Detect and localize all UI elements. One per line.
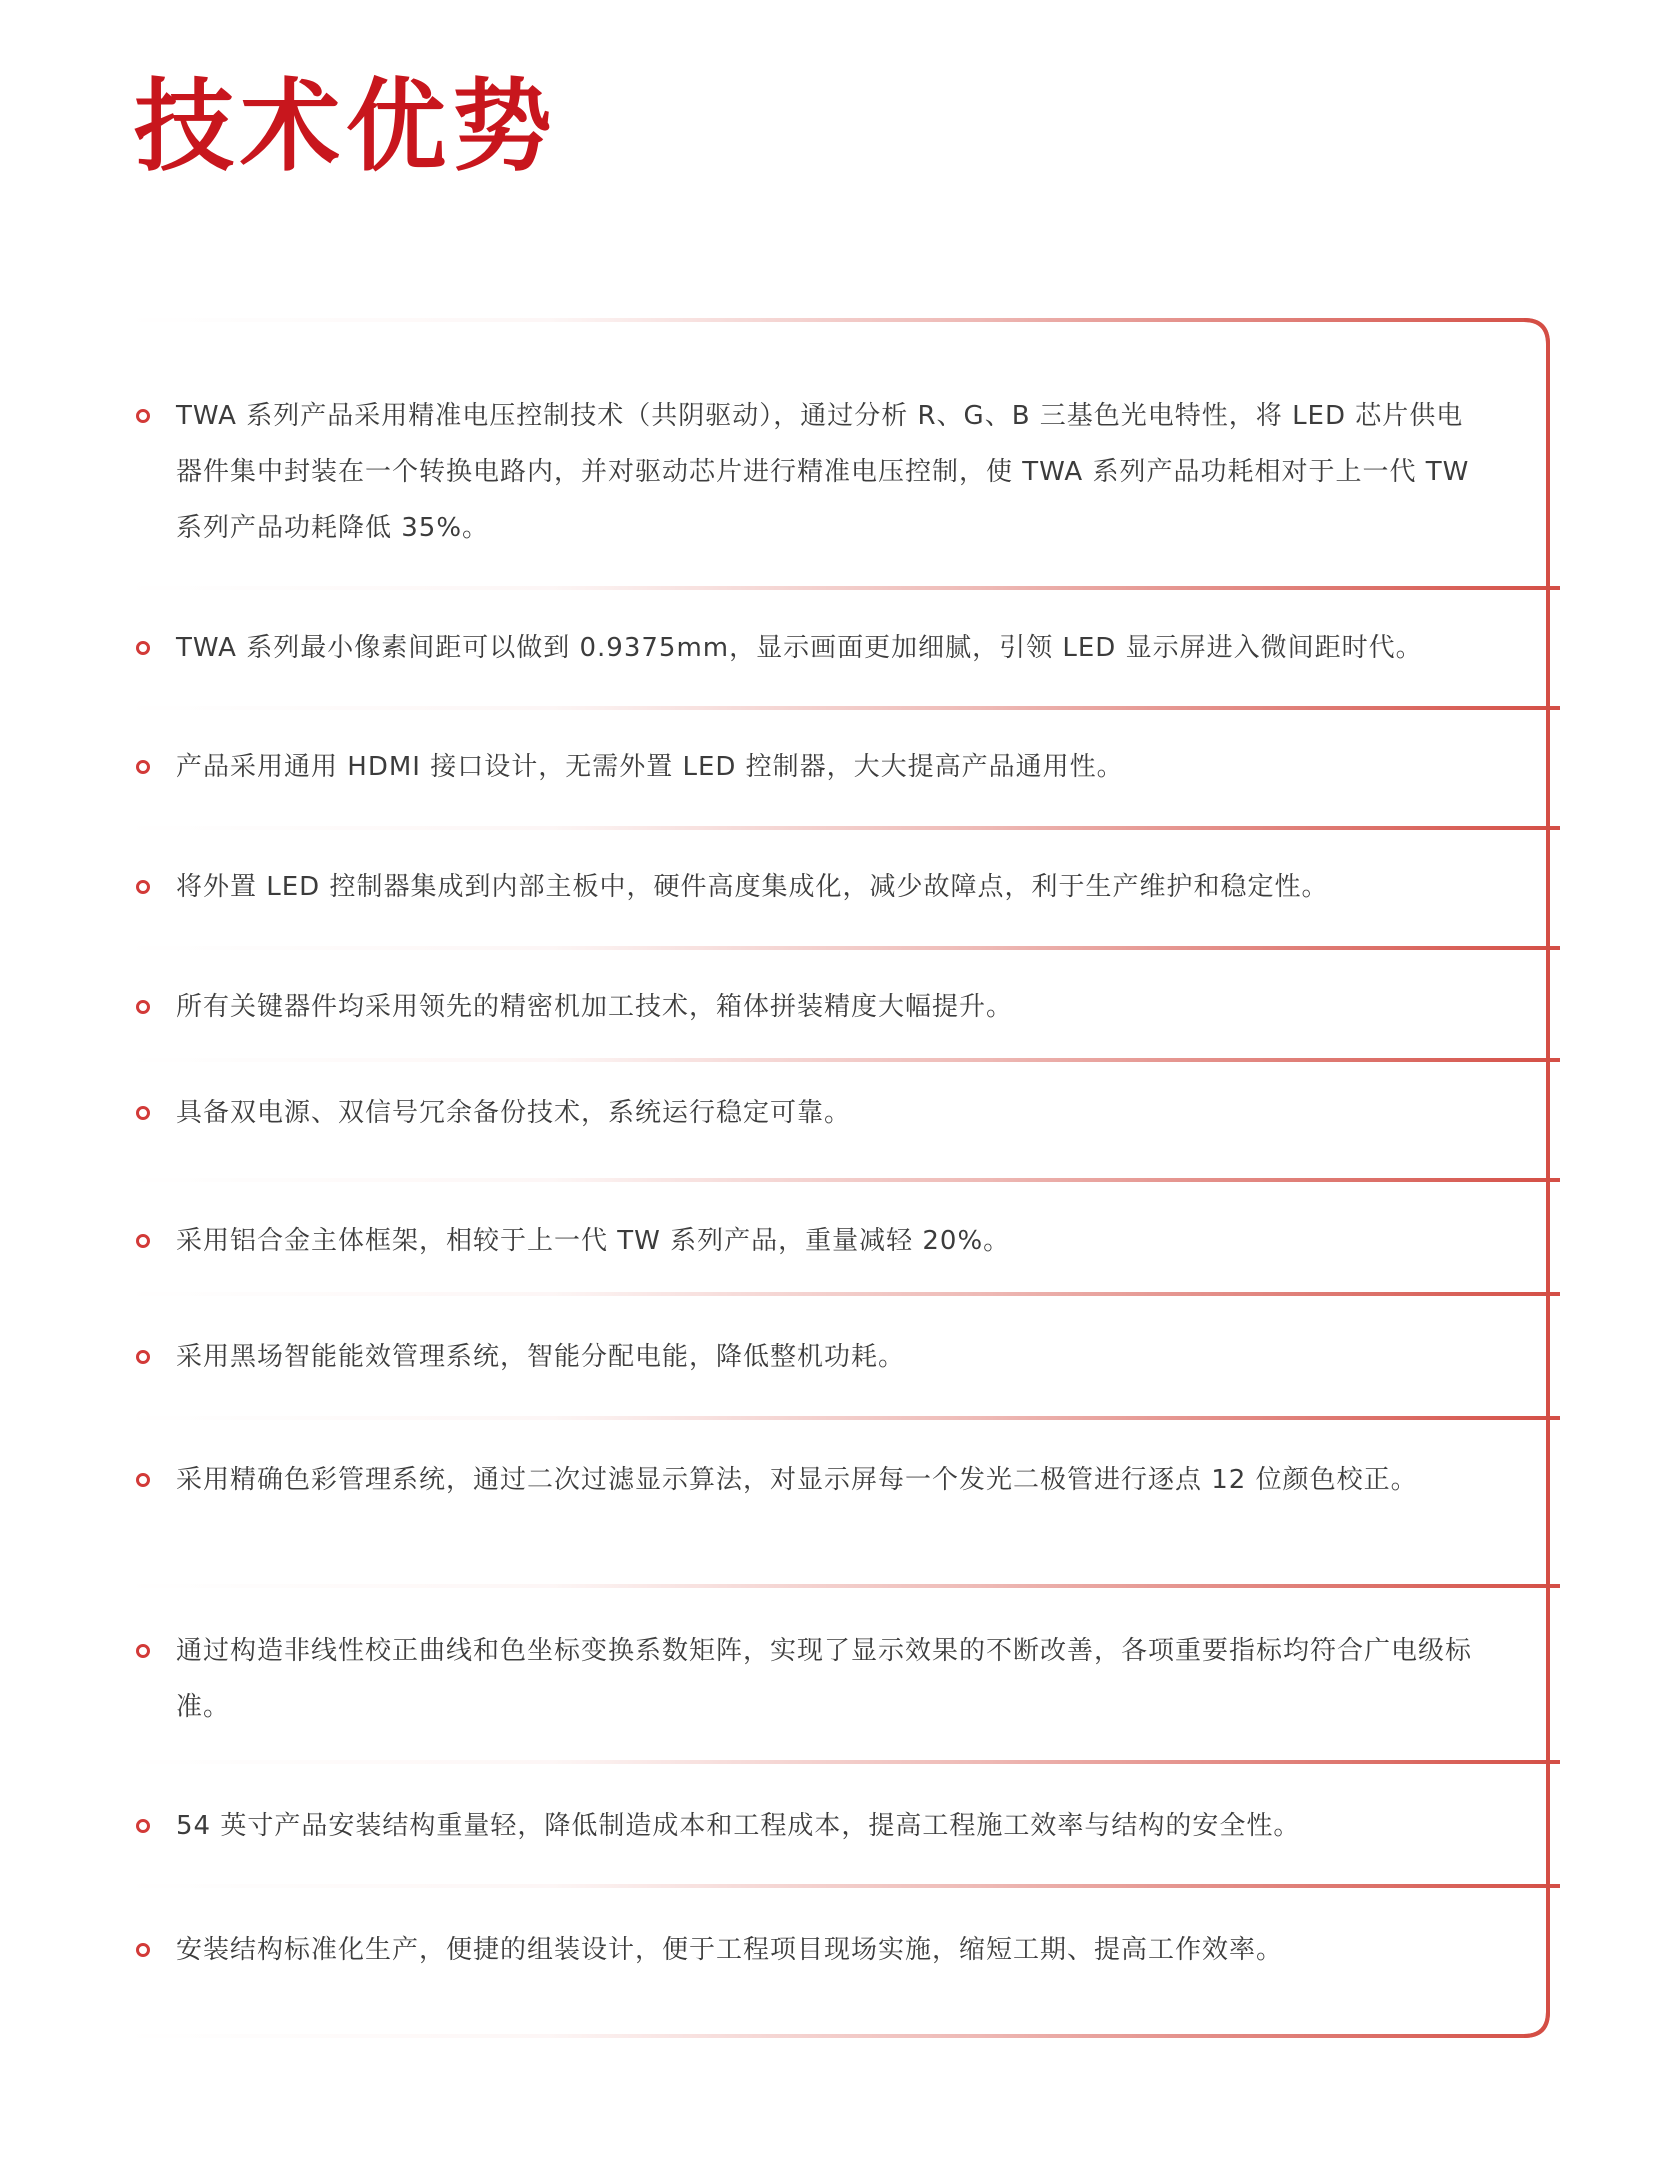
list-item	[120, 830, 1560, 950]
item-text: TWA 系列最小像素间距可以做到 0.9375mm，显示画面更加细腻，引领 LED 显示屏进入微间距时代。	[176, 633, 1423, 663]
advantages-panel	[120, 318, 1560, 2040]
circle-bullet-icon	[136, 1644, 150, 1658]
list-item	[120, 1888, 1560, 2036]
circle-bullet-icon	[136, 880, 150, 894]
item-text: 具备双电源、双信号冗余备份技术，系统运行稳定可靠。	[176, 1098, 852, 1128]
advantages-list	[120, 318, 1560, 2040]
list-item	[120, 950, 1560, 1062]
list-item	[120, 318, 1560, 590]
list-item	[120, 1182, 1560, 1296]
circle-bullet-icon	[136, 760, 150, 774]
item-text: TWA 系列产品采用精准电压控制技术（共阴驱动），通过分析 R、G、B 三基色光电特性，将 LED 芯片供电器件集中封装在一个转换电路内，并对驱动芯片进行精准电压控制，使 TWA 系列产品功耗相对于上一代 TW 系列产品功耗降低 35%。	[176, 401, 1470, 543]
item-text: 采用精确色彩管理系统，通过二次过滤显示算法，对显示屏每一个发光二极管进行逐点 12 位颜色校正。	[176, 1465, 1418, 1495]
item-text: 所有关键器件均采用领先的精密机加工技术，箱体拼装精度大幅提升。	[176, 992, 1014, 1022]
circle-bullet-icon	[136, 1819, 150, 1833]
list-item	[120, 1764, 1560, 1888]
circle-bullet-icon	[136, 1106, 150, 1120]
list-item	[120, 1062, 1560, 1182]
circle-bullet-icon	[136, 409, 150, 423]
item-text: 产品采用通用 HDMI 接口设计，无需外置 LED 控制器，大大提高产品通用性。	[176, 752, 1124, 782]
circle-bullet-icon	[136, 1234, 150, 1248]
circle-bullet-icon	[136, 1000, 150, 1014]
item-text: 54 英寸产品安装结构重量轻，降低制造成本和工程成本，提高工程施工效率与结构的安全性。	[176, 1811, 1301, 1841]
list-item	[120, 710, 1560, 830]
circle-bullet-icon	[136, 1473, 150, 1487]
circle-bullet-icon	[136, 1350, 150, 1364]
list-item	[120, 590, 1560, 710]
item-text: 通过构造非线性校正曲线和色坐标变换系数矩阵，实现了显示效果的不断改善，各项重要指标均符合广电级标准。	[176, 1636, 1473, 1722]
circle-bullet-icon	[136, 641, 150, 655]
list-item	[120, 1420, 1560, 1588]
item-text: 安装结构标准化生产，便捷的组装设计，便于工程项目现场实施，缩短工期、提高工作效率。	[176, 1935, 1284, 1965]
item-text: 采用铝合金主体框架，相较于上一代 TW 系列产品，重量减轻 20%。	[176, 1226, 1011, 1256]
item-text: 采用黑场智能能效管理系统，智能分配电能，降低整机功耗。	[176, 1342, 906, 1372]
list-item	[120, 1296, 1560, 1420]
page-title: 技术优势	[134, 68, 558, 185]
list-item	[120, 1588, 1560, 1764]
item-text: 将外置 LED 控制器集成到内部主板中，硬件高度集成化，减少故障点，利于生产维护和稳定性。	[176, 872, 1329, 902]
circle-bullet-icon	[136, 1943, 150, 1957]
